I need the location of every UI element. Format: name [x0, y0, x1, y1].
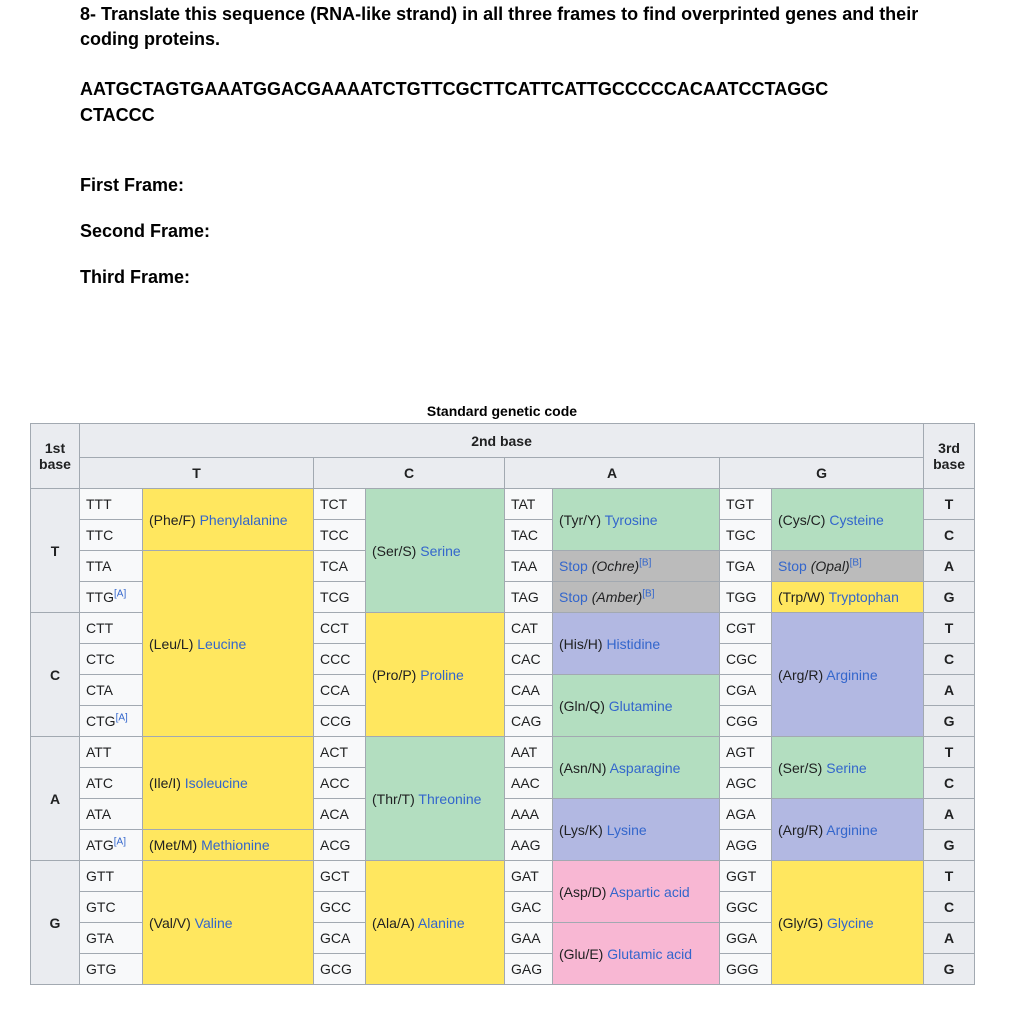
header-col-t: T	[80, 458, 314, 489]
aa-stop-ochre: Stop (Ochre)[B]	[553, 551, 720, 582]
link-proline[interactable]: Proline	[420, 666, 464, 683]
third-base-c: C	[924, 520, 975, 551]
codon-cell: ATC	[80, 768, 143, 799]
aa-glycine: (Gly/G) Glycine	[772, 861, 924, 985]
third-base-a: A	[924, 675, 975, 706]
header-col-c: C	[314, 458, 505, 489]
first-base-c: C	[31, 613, 80, 737]
codon-cell: GAA	[505, 923, 553, 954]
link-stop-codon[interactable]: Stop	[559, 558, 588, 574]
link-asparagine[interactable]: Asparagine	[609, 759, 681, 776]
aa-proline: (Pro/P) Proline	[366, 613, 505, 737]
codon-cell: TCG	[314, 582, 366, 613]
third-base-a: A	[924, 551, 975, 582]
link-phenylalanine[interactable]: Phenylalanine	[199, 511, 288, 528]
table-caption: Standard genetic code	[426, 403, 578, 419]
codon-cell: ACT	[314, 737, 366, 768]
aa-tryptophan: (Trp/W) Tryptophan	[772, 582, 924, 613]
link-serine[interactable]: Serine	[826, 759, 867, 776]
link-valine[interactable]: Valine	[194, 914, 233, 931]
link-stop-codon[interactable]: Stop	[778, 558, 807, 574]
aa-asparagine: (Asn/N) Asparagine	[553, 737, 720, 799]
aa-threonine: (Thr/T) Threonine	[366, 737, 505, 861]
codon-cell: AGC	[720, 768, 772, 799]
codon-cell: ATA	[80, 799, 143, 830]
third-base-t: T	[924, 489, 975, 520]
codon-cell: GCC	[314, 892, 366, 923]
codon-cell: TAC	[505, 520, 553, 551]
codon-cell: CAG	[505, 706, 553, 737]
link-glutamic-acid[interactable]: Glutamic acid	[607, 945, 693, 962]
link-methionine[interactable]: Methionine	[201, 837, 270, 853]
codon-cell: TAG	[505, 582, 553, 613]
link-glutamine[interactable]: Glutamine	[608, 697, 673, 714]
codon-cell: CTA	[80, 675, 143, 706]
codon-cell: CCA	[314, 675, 366, 706]
codon-cell: TGG	[720, 582, 772, 613]
aa-arginine: (Arg/R) Arginine	[772, 613, 924, 737]
codon-cell: TGA	[720, 551, 772, 582]
codon-cell: GTC	[80, 892, 143, 923]
third-base-g: G	[924, 954, 975, 985]
second-frame-label: Second Frame:	[80, 221, 211, 241]
link-glycine[interactable]: Glycine	[827, 914, 874, 931]
codon-cell: TTC	[80, 520, 143, 551]
aa-phenylalanine: (Phe/F) Phenylalanine	[143, 489, 314, 551]
codon-cell: CCC	[314, 644, 366, 675]
codon-cell: AAA	[505, 799, 553, 830]
third-base-a: A	[924, 799, 975, 830]
link-histidine[interactable]: Histidine	[606, 635, 661, 652]
aa-aspartic-acid: (Asp/D) Aspartic acid	[553, 861, 720, 923]
link-isoleucine[interactable]: Isoleucine	[184, 775, 248, 791]
codon-cell: GTA	[80, 923, 143, 954]
codon-cell: TGT	[720, 489, 772, 520]
aa-serine-2: (Ser/S) Serine	[772, 737, 924, 799]
aa-arginine-2: (Arg/R) Arginine	[772, 799, 924, 861]
aa-methionine: (Met/M) Methionine	[143, 830, 314, 861]
codon-cell: CTC	[80, 644, 143, 675]
ref-a[interactable]: [A]	[115, 712, 128, 724]
aa-histidine: (His/H) Histidine	[553, 613, 720, 675]
ref-b[interactable]: [B]	[642, 588, 655, 600]
codon-cell: GTT	[80, 861, 143, 892]
codon-cell: AAT	[505, 737, 553, 768]
codon-cell: CAA	[505, 675, 553, 706]
codon-cell: CGG	[720, 706, 772, 737]
aa-tyrosine: (Tyr/Y) Tyrosine	[553, 489, 720, 551]
codon-cell: GCA	[314, 923, 366, 954]
link-lysine[interactable]: Lysine	[606, 821, 647, 838]
header-second-base: 2nd base	[80, 424, 924, 458]
codon-cell: TCC	[314, 520, 366, 551]
codon-cell: GAT	[505, 861, 553, 892]
third-base-c: C	[924, 644, 975, 675]
codon-cell: TGC	[720, 520, 772, 551]
aa-stop-opal: Stop (Opal)[B]	[772, 551, 924, 582]
ref-b[interactable]: [B]	[639, 557, 652, 569]
dna-sequence	[80, 76, 980, 128]
aa-alanine: (Ala/A) Alanine	[366, 861, 505, 985]
third-base-g: G	[924, 706, 975, 737]
link-cysteine[interactable]: Cysteine	[829, 511, 884, 528]
codon-cell: GAC	[505, 892, 553, 923]
codon-cell: GGT	[720, 861, 772, 892]
aa-serine: (Ser/S) Serine	[366, 489, 505, 613]
link-arginine[interactable]: Arginine	[826, 666, 878, 683]
first-frame-label: First Frame:	[80, 175, 185, 195]
sequence-line-2: CTACCC	[80, 105, 155, 125]
codon-cell: CTG[A]	[80, 706, 143, 737]
first-base-g: G	[31, 861, 80, 985]
codon-cell: GCT	[314, 861, 366, 892]
aa-leucine: (Leu/L) Leucine	[143, 551, 314, 737]
aa-glutamic-acid: (Glu/E) Glutamic acid	[553, 923, 720, 985]
first-base-t: T	[31, 489, 80, 613]
codon-cell: GCG	[314, 954, 366, 985]
link-stop-codon[interactable]: Stop	[559, 589, 588, 605]
sequence-line-1: AATGCTAGTGAAATGGACGAAAATCTGTTCGCTTCATTCATTGCCCCCACAATCCTAGGC	[80, 79, 829, 99]
codon-cell: AAG	[505, 830, 553, 861]
codon-cell: ATT	[80, 737, 143, 768]
ref-a[interactable]: [A]	[113, 836, 126, 848]
third-base-t: T	[924, 613, 975, 644]
third-base-t: T	[924, 861, 975, 892]
codon-cell: GGG	[720, 954, 772, 985]
third-base-g: G	[924, 582, 975, 613]
codon-cell: GTG	[80, 954, 143, 985]
codon-cell: TTA	[80, 551, 143, 582]
codon-cell: ACG	[314, 830, 366, 861]
codon-cell: CGT	[720, 613, 772, 644]
codon-cell: ACA	[314, 799, 366, 830]
link-tryptophan[interactable]: Tryptophan	[828, 589, 899, 605]
aa-isoleucine: (Ile/I) Isoleucine	[143, 737, 314, 830]
aa-cysteine: (Cys/C) Cysteine	[772, 489, 924, 551]
third-base-a: A	[924, 923, 975, 954]
codon-cell: ACC	[314, 768, 366, 799]
third-base-g: G	[924, 830, 975, 861]
codon-cell: CAC	[505, 644, 553, 675]
genetic-code-table	[30, 423, 975, 985]
header-col-g: G	[720, 458, 924, 489]
link-leucine[interactable]: Leucine	[197, 635, 247, 652]
codon-cell: AGT	[720, 737, 772, 768]
codon-cell: TCA	[314, 551, 366, 582]
link-arginine[interactable]: Arginine	[826, 821, 878, 838]
codon-cell: CGC	[720, 644, 772, 675]
aa-valine: (Val/V) Valine	[143, 861, 314, 985]
codon-cell: TCT	[314, 489, 366, 520]
ref-b[interactable]: [B]	[849, 557, 862, 569]
first-base-a: A	[31, 737, 80, 861]
aa-lysine: (Lys/K) Lysine	[553, 799, 720, 861]
codon-cell: TTT	[80, 489, 143, 520]
ref-a[interactable]: [A]	[114, 588, 127, 600]
codon-cell: CGA	[720, 675, 772, 706]
codon-cell: GGC	[720, 892, 772, 923]
third-frame-label: Third Frame:	[80, 267, 191, 287]
codon-cell: GGA	[720, 923, 772, 954]
aa-stop-amber: Stop (Amber)[B]	[553, 582, 720, 613]
header-third-base: 3rd base	[924, 424, 975, 489]
codon-cell: TAT	[505, 489, 553, 520]
codon-cell: TTG[A]	[80, 582, 143, 613]
aa-glutamine: (Gln/Q) Glutamine	[553, 675, 720, 737]
link-threonine[interactable]: Threonine	[418, 790, 482, 807]
header-col-a: A	[505, 458, 720, 489]
codon-cell: AGA	[720, 799, 772, 830]
third-base-c: C	[924, 892, 975, 923]
codon-cell: ATG[A]	[80, 830, 143, 861]
link-tyrosine[interactable]: Tyrosine	[604, 511, 658, 528]
link-serine[interactable]: Serine	[420, 542, 461, 559]
codon-cell: CCG	[314, 706, 366, 737]
codon-cell: GAG	[505, 954, 553, 985]
link-aspartic-acid[interactable]: Aspartic acid	[609, 883, 690, 900]
link-alanine[interactable]: Alanine	[417, 914, 465, 931]
third-base-t: T	[924, 737, 975, 768]
codon-cell: TAA	[505, 551, 553, 582]
codon-cell: AAC	[505, 768, 553, 799]
question-title: 8- Translate this sequence (RNA-like strand) in all three frames to find overprinted genes and their coding proteins.	[80, 4, 919, 49]
third-base-c: C	[924, 768, 975, 799]
codon-cell: CAT	[505, 613, 553, 644]
codon-cell: AGG	[720, 830, 772, 861]
header-first-base: 1st base	[31, 424, 80, 489]
codon-cell: CCT	[314, 613, 366, 644]
codon-cell: CTT	[80, 613, 143, 644]
